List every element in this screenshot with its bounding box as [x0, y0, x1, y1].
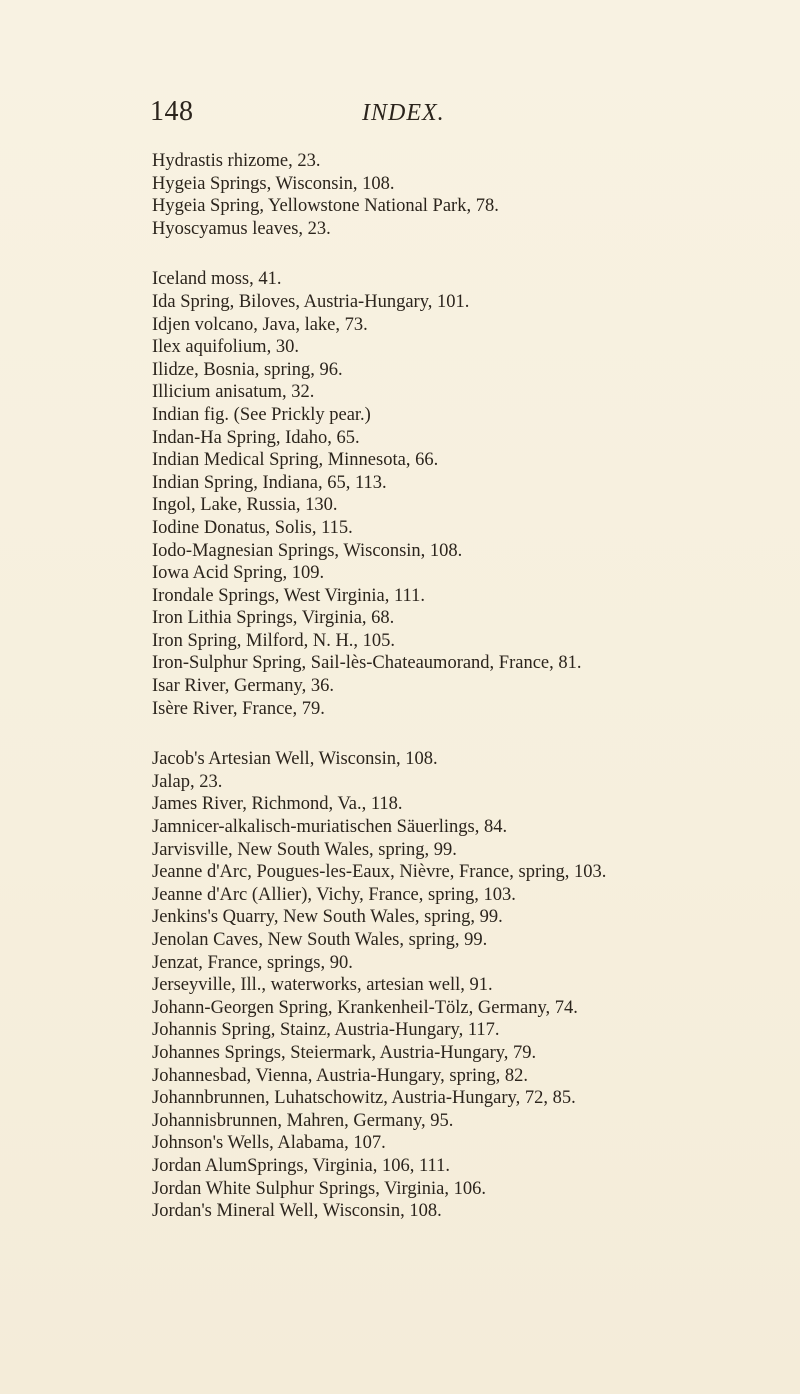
index-entry: Illicium anisatum, 32. [152, 382, 315, 403]
index-entry: Iron-Sulphur Spring, Sail-lès-Chateaumorand, France, 81. [152, 653, 582, 674]
index-entry: Jenolan Caves, New South Wales, spring, 99. [152, 930, 488, 950]
index-group-h [152, 150, 792, 240]
index-entry: Idjen volcano, Java, lake, 73. [152, 314, 368, 335]
index-entry: Jamnicer-alkalisch-muriatischen Säuerlings, 84. [152, 817, 508, 838]
index-entry: Ida Spring, Biloves, Austria-Hungary, 101. [152, 291, 470, 312]
index-entry: Hygeia Springs, Wisconsin, 108. [152, 173, 395, 194]
index-entry: Isar River, Germany, 36. [152, 676, 334, 697]
index-entry: Johannis Spring, Stainz, Austria-Hungary, 117. [152, 1020, 500, 1041]
index-entry: Jacob's Artesian Well, Wisconsin, 108. [152, 749, 438, 770]
index-entry: Jordan's Mineral Well, Wisconsin, 108. [152, 1201, 442, 1222]
index-entry: Ilidze, Bosnia, spring, 96. [152, 359, 343, 380]
index-entry: Indian Medical Spring, Minnesota, 66. [152, 450, 439, 471]
index-entry: Ilex aquifolium, 30. [152, 337, 299, 358]
index-entry: Johannisbrunnen, Mahren, Germany, 95. [152, 1110, 454, 1131]
index-entry: Irondale Springs, West Virginia, 111. [152, 585, 425, 606]
index-entry: Jalap, 23. [152, 771, 223, 792]
index-entry: Iodine Donatus, Solis, 115. [152, 517, 353, 538]
index-entry: Jenzat, France, springs, 90. [152, 952, 353, 973]
index-entry: Iron Spring, Milford, N. H., 105. [152, 630, 396, 651]
index-entry: James River, Richmond, Va., 118. [152, 794, 403, 815]
index-entry: Jordan AlumSprings, Virginia, 106, 111. [152, 1155, 450, 1176]
index-entry: Isère River, France, 79. [152, 698, 325, 719]
index-entry: Jeanne d'Arc (Allier), Vichy, France, spring, 103. [152, 884, 516, 905]
index-entries [152, 150, 792, 1251]
index-entry: Jerseyville, Ill., waterworks, artesian well, 91. [152, 975, 493, 996]
index-entry: Ingol, Lake, Russia, 130. [152, 495, 338, 516]
index-entry: Iceland moss, 41. [152, 269, 282, 290]
index-entry: Hygeia Spring, Yellowstone National Park, 78. [152, 196, 499, 217]
index-entry: Jeanne d'Arc, Pougues-les-Eaux, Nièvre, France, spring, 103. [152, 862, 607, 883]
index-entry: Indan-Ha Spring, Idaho, 65. [152, 427, 360, 448]
index-entry: Johannes Springs, Steiermark, Austria-Hungary, 79. [152, 1042, 537, 1063]
index-entry: Johannbrunnen, Luhatschowitz, Austria-Hungary, 72, 85. [152, 1088, 576, 1109]
index-group-j [152, 748, 792, 1222]
index-entry: Iowa Acid Spring, 109. [152, 563, 325, 584]
index-entry: Johann-Georgen Spring, Krankenheil-Tölz, Germany, 74. [152, 997, 578, 1018]
index-group-i [152, 268, 792, 720]
index-entry: Jordan White Sulphur Springs, Virginia, 106. [152, 1178, 486, 1199]
index-entry: Johannesbad, Vienna, Austria-Hungary, spring, 82. [152, 1065, 529, 1086]
index-entry: Iron Lithia Springs, Virginia, 68. [152, 608, 395, 629]
running-head: INDEX. [362, 100, 445, 126]
page-number: 148 [150, 96, 194, 127]
index-entry: Jenkins's Quarry, New South Wales, spring, 99. [152, 907, 503, 928]
index-entry: Jarvisville, New South Wales, spring, 99. [152, 839, 457, 860]
index-entry: Hydrastis rhizome, 23. [152, 151, 321, 171]
index-entry: Iodo-Magnesian Springs, Wisconsin, 108. [152, 540, 463, 561]
index-entry: Johnson's Wells, Alabama, 107. [152, 1133, 386, 1154]
index-entry: Indian Spring, Indiana, 65, 113. [152, 472, 387, 493]
index-entry: Hyoscyamus leaves, 23. [152, 218, 331, 239]
index-entry: Indian fig. (See Prickly pear.) [152, 404, 371, 425]
page-header [150, 96, 670, 136]
